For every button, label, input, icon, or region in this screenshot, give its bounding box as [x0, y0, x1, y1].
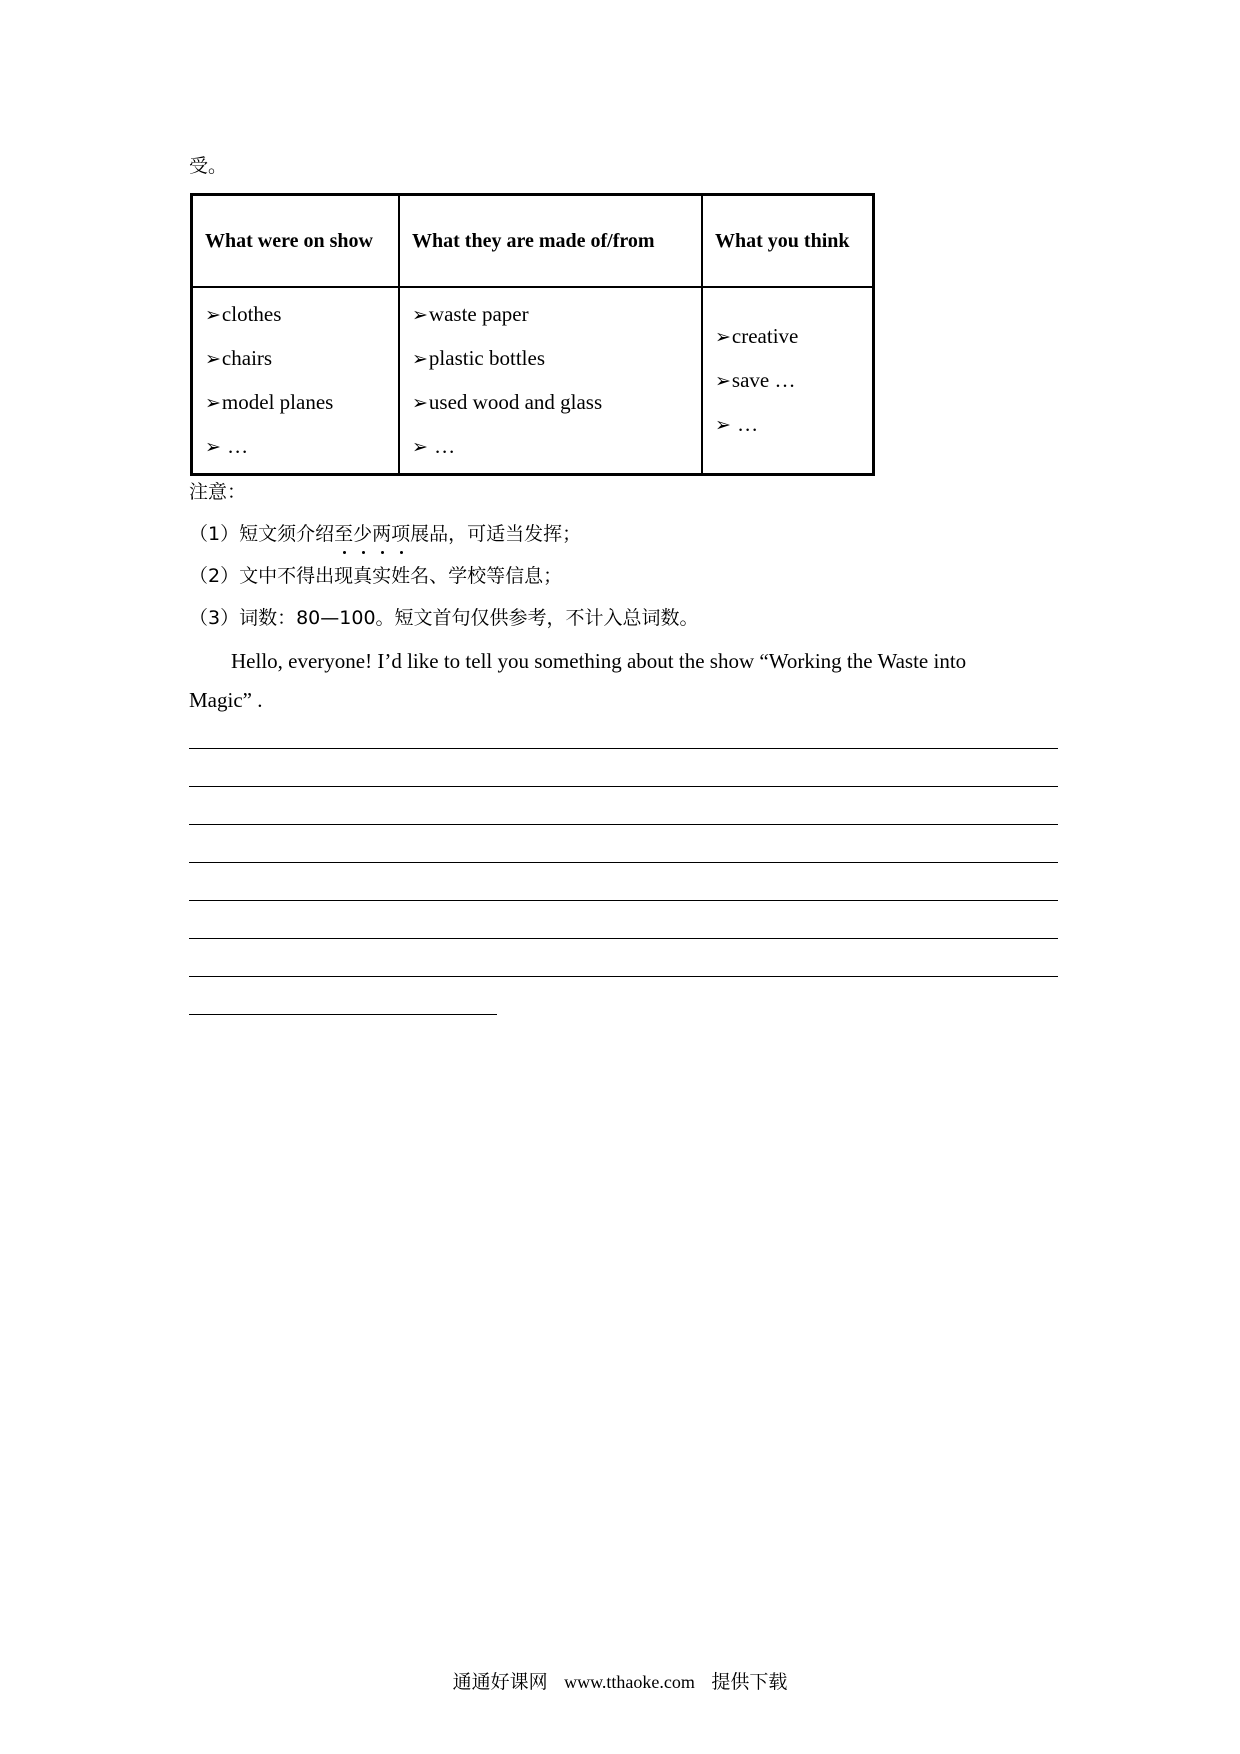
arrow-bullet-icon: ➢	[205, 347, 221, 370]
page-footer	[0, 1667, 1240, 1694]
table-header-row	[192, 195, 874, 288]
arrow-bullet-icon: ➢	[205, 435, 221, 458]
list-item: ➢plastic bottles	[412, 337, 689, 381]
list-item: ➢creative	[715, 315, 860, 359]
footer-site: www.tthaoke.com	[564, 1672, 695, 1692]
list-item: ➢used wood and glass	[412, 381, 689, 425]
note-1	[189, 520, 581, 548]
cell-you-think	[702, 287, 874, 475]
list-item: ➢model planes	[205, 381, 386, 425]
list-item: ➢save …	[715, 359, 860, 403]
essay-opening-line-2: Magic” .	[189, 688, 263, 712]
list-item: ➢clothes	[205, 293, 386, 337]
cell-made-of	[399, 287, 702, 475]
cell-on-show	[192, 287, 400, 475]
list-item: ➢ …	[205, 425, 386, 469]
list-item: ➢ …	[715, 403, 860, 447]
writing-line	[189, 938, 1058, 939]
arrow-bullet-icon: ➢	[205, 391, 221, 414]
writing-line	[189, 900, 1058, 901]
emphasis-char: 少	[353, 523, 373, 545]
footer-brand: 通通好课网	[452, 1671, 548, 1693]
essay-opening-line-1: Hello, everyone! I’d like to tell you something about the show “Working the Waste into	[231, 649, 967, 673]
arrow-bullet-icon: ➢	[412, 303, 428, 326]
writing-line	[189, 786, 1058, 787]
arrow-bullet-icon: ➢	[412, 435, 428, 458]
header-made-of: What they are made of/from	[399, 195, 702, 288]
writing-line	[189, 1014, 497, 1015]
writing-line	[189, 824, 1058, 825]
writing-line	[189, 862, 1058, 863]
arrow-bullet-icon: ➢	[715, 369, 731, 392]
arrow-bullet-icon: ➢	[205, 303, 221, 326]
note-1-suffix: 展品，可适当发挥；	[410, 523, 582, 545]
writing-line	[189, 976, 1058, 977]
writing-line	[189, 748, 1058, 749]
exhibit-table	[190, 193, 875, 476]
arrow-bullet-icon: ➢	[715, 325, 731, 348]
note-1-prefix: （1）短文须介绍	[189, 523, 335, 545]
list-item: ➢waste paper	[412, 293, 689, 337]
emphasis-char: 至	[334, 523, 354, 545]
arrow-bullet-icon: ➢	[412, 347, 428, 370]
note-3: （3）词数：80—100。短文首句仅供参考，不计入总词数。	[189, 607, 699, 629]
top-fragment: 受。	[189, 155, 228, 177]
notes-heading: 注意：	[189, 481, 247, 503]
note-2: （2）文中不得出现真实姓名、学校等信息；	[189, 565, 563, 587]
header-on-show: What were on show	[192, 195, 400, 288]
emphasis-char: 两	[372, 523, 392, 545]
table-row	[192, 287, 874, 475]
arrow-bullet-icon: ➢	[412, 391, 428, 414]
footer-suffix: 提供下载	[711, 1671, 788, 1693]
list-item: ➢ …	[412, 425, 689, 469]
emphasis-char: 项	[391, 523, 411, 545]
arrow-bullet-icon: ➢	[715, 413, 731, 436]
list-item: ➢chairs	[205, 337, 386, 381]
header-you-think: What you think	[702, 195, 874, 288]
